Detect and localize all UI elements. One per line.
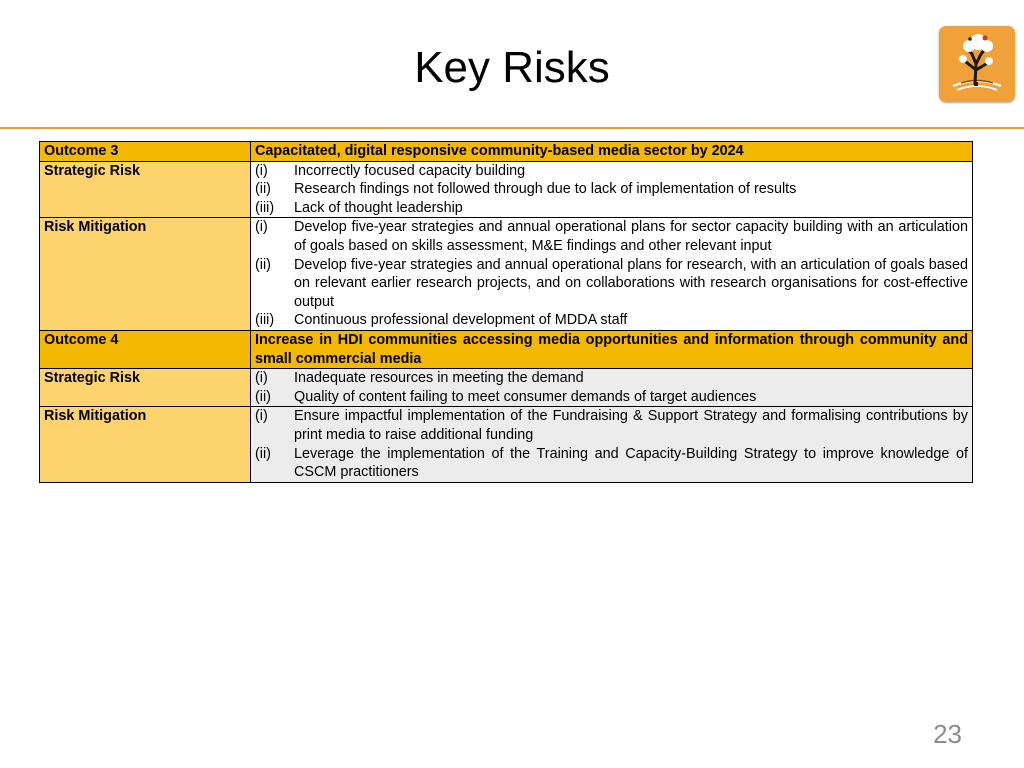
- strategic-risk-label: Strategic Risk: [40, 369, 251, 407]
- item-text: Incorrectly focused capacity building: [294, 162, 526, 179]
- item-number: (iii): [255, 312, 275, 329]
- tree-logo-icon: [939, 26, 1015, 102]
- list-item: [255, 199, 968, 218]
- table-row: [40, 218, 973, 331]
- item-number: (i): [255, 219, 268, 236]
- strategic-risk-list: [251, 161, 973, 218]
- item-number: (i): [255, 162, 268, 179]
- item-text: Develop five-year strategies and annual operational plans for sector capacity building with an articulation of goals based on skills assessment, M&E findings and other relevant input: [294, 219, 968, 254]
- table-row: [40, 330, 973, 368]
- key-risks-table: [39, 141, 973, 483]
- organisation-logo: [939, 26, 1015, 102]
- risk-mitigation-list: [251, 407, 973, 482]
- item-number: (ii): [255, 256, 271, 273]
- item-number: (ii): [255, 388, 271, 405]
- list-item: [255, 445, 968, 482]
- list-item: [255, 369, 968, 388]
- item-text: Inadequate resources in meeting the demand: [294, 370, 584, 387]
- item-number: (iii): [255, 199, 275, 216]
- list-item: [255, 311, 968, 330]
- outcome-3-label: Outcome 3: [40, 142, 251, 162]
- list-item: [255, 407, 968, 444]
- item-text: Continuous professional development of MDDA staff: [294, 312, 628, 329]
- item-number: (ii): [255, 445, 271, 462]
- item-number: (i): [255, 408, 268, 425]
- item-text: Research findings not followed through due to lack of implementation of results: [294, 181, 797, 198]
- list-item: [255, 162, 968, 181]
- risk-mitigation-label: Risk Mitigation: [40, 407, 251, 482]
- risk-mitigation-label: Risk Mitigation: [40, 218, 251, 331]
- table-row: [40, 142, 973, 162]
- page-number: 23: [933, 719, 962, 749]
- risk-mitigation-list: [251, 218, 973, 331]
- outcome-4-text: Increase in HDI communities accessing media opportunities and information through community and small commercial media: [251, 330, 973, 368]
- item-number: (ii): [255, 181, 271, 198]
- title-divider: [0, 127, 1024, 129]
- table-row: [40, 161, 973, 218]
- slide-title: Key Risks: [414, 43, 610, 92]
- list-item: [255, 180, 968, 199]
- item-text: Ensure impactful implementation of the Fundraising & Support Strategy and formalising contributions by print media to raise additional funding: [294, 408, 968, 443]
- table-row: [40, 407, 973, 482]
- list-item: [255, 256, 968, 312]
- outcome-3-text: Capacitated, digital responsive community-based media sector by 2024: [251, 142, 973, 162]
- table-row: [40, 369, 973, 407]
- item-text: Develop five-year strategies and annual operational plans for research, with an articulation of goals based on relevant earlier research projects, and on collaborations with research organisations for cost-effective output: [294, 256, 968, 310]
- item-number: (i): [255, 370, 268, 387]
- item-text: Leverage the implementation of the Training and Capacity-Building Strategy to improve knowledge of CSCM practitioners: [294, 445, 968, 481]
- item-text: Lack of thought leadership: [294, 199, 463, 216]
- list-item: [255, 388, 968, 407]
- list-item: [255, 218, 968, 255]
- outcome-4-label: Outcome 4: [40, 330, 251, 368]
- item-text: Quality of content failing to meet consumer demands of target audiences: [294, 388, 757, 405]
- strategic-risk-label: Strategic Risk: [40, 161, 251, 218]
- strategic-risk-list: [251, 369, 973, 407]
